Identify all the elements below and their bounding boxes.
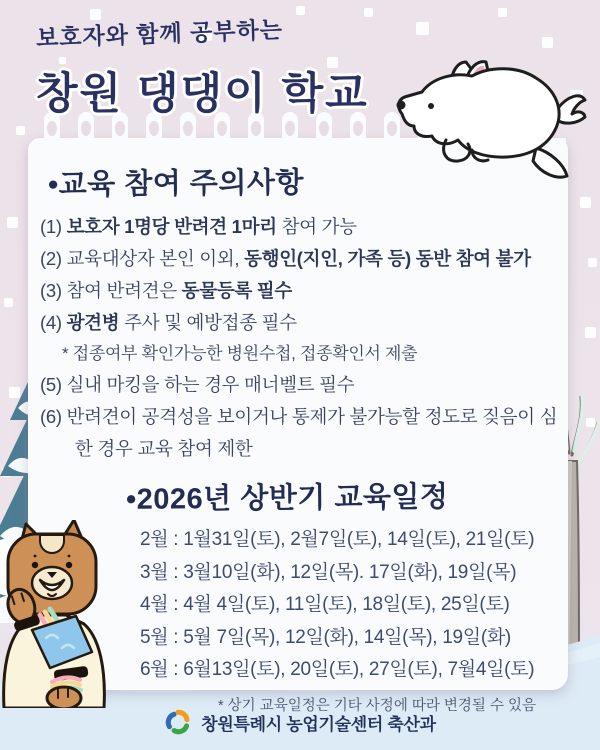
- notice-section-title: •교육 참여 주의사항: [47, 166, 305, 202]
- falling-snow-dots: [0, 0, 1, 1]
- notice-list: [40, 211, 558, 465]
- notice-item: * 접종여부 확인가능한 병원수첩, 접종확인서 제출: [62, 344, 418, 363]
- white-jumping-dog-illustration: [388, 56, 594, 188]
- notice-item: (2) 교육대상자 본인 이외, 동행인(지인, 가족 등) 동반 참여 불가: [40, 248, 531, 269]
- schedule-disclaimer: * 상기 교육일정은 기타 사정에 따라 변경될 수 있음: [217, 697, 536, 714]
- schedule-section-title: •2026년 상반기 교육일정: [125, 481, 449, 516]
- schedule-row: 2월 : 1월31일(토), 2월7일(토), 14일(토), 21일(토): [140, 529, 535, 550]
- notice-item: (3) 참여 반려견은 동물등록 필수: [40, 280, 292, 301]
- schedule-row: 6월 : 6월13일(토), 20일(토), 27일(토), 7월4일(토): [140, 659, 535, 680]
- notice-item: (4) 광견병 주사 및 예방접종 필수: [40, 312, 297, 333]
- schedule-row: 3월 : 3월10일(화), 12일(목). 17일(화), 19일(목): [140, 561, 517, 583]
- schedule-list: [40, 524, 558, 687]
- notice-item: (6) 반려견이 공격성을 보이거나 통제가 불가능할 정도로 짖음이 심한 경우 교육 참여 제한: [40, 406, 558, 459]
- poster-header: [35, 16, 369, 121]
- schedule-row: 5월 : 5월 7일(목), 12일(화), 14일(목), 19일(화): [140, 626, 511, 648]
- footer-organization: 창원특례시 농업기술센터 축산과: [201, 714, 436, 734]
- footer: [0, 708, 600, 736]
- poster-subtitle: 보호자와 함께 공부하는: [35, 16, 284, 51]
- notice-item: (5) 실내 마킹을 하는 경우 매너벨트 필수: [40, 374, 355, 395]
- hanbok-brown-dog-illustration: [0, 520, 110, 708]
- poster-title: 창원 댕댕이 학교: [36, 70, 369, 118]
- notice-item: (1) 보호자 1명당 반려견 1마리 참여 가능: [40, 216, 357, 237]
- schedule-row: 4월 : 4월 4일(토), 11일(토), 18일(토), 25일(토): [140, 594, 510, 615]
- changwon-city-logo-icon: [164, 708, 192, 736]
